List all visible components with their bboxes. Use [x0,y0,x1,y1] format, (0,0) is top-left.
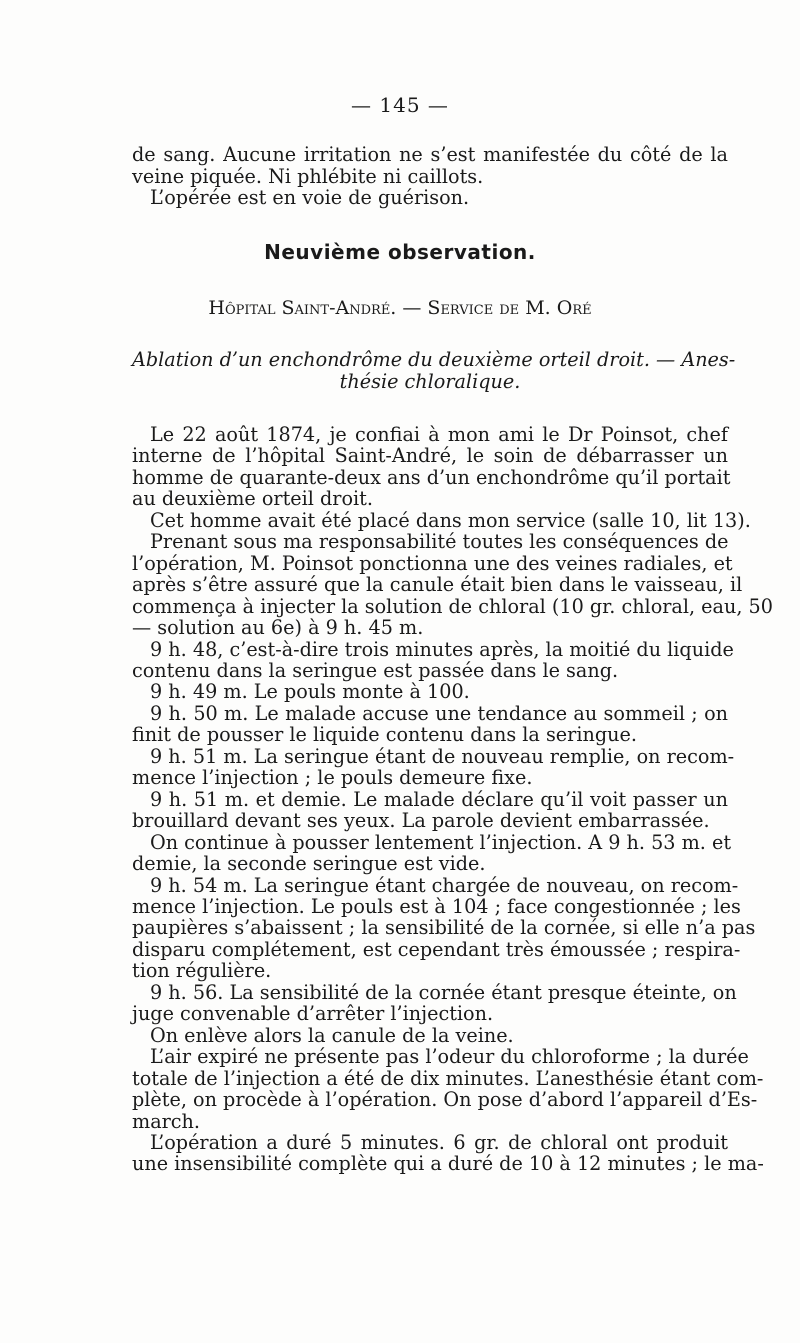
body-line: — solution au 6e) à 9 h. 45 m. [132,616,424,640]
body-line: brouillard devant ses yeux. La parole devient embarrassée. [132,809,710,833]
body-line: contenu dans la seringue est passée dans le sang. [132,658,619,682]
intro-line: de sang. Aucune irritation ne s’est manifestée du côté de la [132,143,728,166]
body-line: 9 h. 49 m. Le pouls monte à 100. [150,680,470,704]
intro-line: veine piquée. Ni phlébite ni caillots. [132,164,484,188]
body-line: juge convenable d’arrêter l’injection. [132,1002,494,1026]
body-line: après s’être assuré que la canule était bien dans le vaisseau, il [132,573,743,597]
body-line: finit de pousser le liquide contenu dans la seringue. [132,723,637,747]
page-number: — 145 — [351,93,449,117]
body-line: Le 22 août 1874, je confiai à mon ami le Dr Poinsot, chef [150,423,728,446]
body-line: march. [132,1109,201,1133]
body-line: Cet homme avait été placé dans mon service (salle 10, lit 13). [150,508,751,532]
body-line: 9 h. 48, c’est-à-dire trois minutes après, la moitié du liquide [150,637,734,661]
body-line: 9 h. 51 m. La seringue étant de nouveau remplie, on recom- [150,744,735,768]
body-line: l’opération, M. Poinsot ponctionna une des veines radiales, et [132,551,733,575]
subtitle-line: Ablation d’un enchondrôme du deuxième orteil droit. — Anes- [132,348,736,371]
body-line: mence l’injection ; le pouls demeure fixe. [132,766,533,790]
body-line: commença à injecter la solution de chloral (10 gr. chloral, eau, 50 [132,594,773,618]
body-line: paupières s’abaissent ; la sensibilité de la cornée, si elle n’a pas [132,916,756,940]
body-line: mence l’injection. Le pouls est à 104 ; face congestionnée ; les [132,894,741,918]
body-line: totale de l’injection a été de dix minutes. L’anesthésie étant com- [132,1066,764,1090]
body-line: 9 h. 50 m. Le malade accuse une tendance au sommeil ; on [150,701,728,725]
body-line: homme de quarante-deux ans d’un enchondrôme qu’il portait [132,465,731,489]
subtitle-line: thésie chloralique. [339,370,521,393]
body-line: On continue à pousser lentement l’injection. A 9 h. 53 m. et [150,830,732,854]
body-line: Prenant sous ma responsabilité toutes les conséquences de [150,530,729,554]
section-title: Neuvième observation. [264,240,536,264]
body-line: plète, on procède à l’opération. On pose d’abord l’appareil d’Es- [132,1088,758,1112]
body-line: L’opération a duré 5 minutes. 6 gr. de chloral ont produit [150,1130,728,1154]
body-line: 9 h. 54 m. La seringue étant chargée de nouveau, on recom- [150,873,739,897]
observation-subtitle [132,348,736,393]
body-line: au deuxième orteil droit. [132,487,373,511]
body-line: une insensibilité complète qui a duré de 10 à 12 minutes ; le ma- [132,1152,764,1176]
body-line: 9 h. 51 m. et demie. Le malade déclare qu’il voit passer un [150,787,728,811]
body-line: L’air expiré ne présente pas l’odeur du chloroforme ; la durée [150,1045,749,1069]
intro-paragraph [132,144,728,209]
body-line: tion régulière. [132,959,272,983]
body-line: interne de l’hôpital Saint-André, le soin de débarrasser un [132,444,728,468]
body-line: 9 h. 56. La sensibilité de la cornée étant presque éteinte, on [150,980,737,1004]
observation-body [132,423,773,1176]
body-line: disparu complétement, est cependant très émoussée ; respira- [132,937,741,961]
body-line: On enlève alors la canule de la veine. [150,1023,514,1047]
body-line: demie, la seconde seringue est vide. [132,852,486,876]
intro-line: L’opérée est en voie de guérison. [150,186,470,210]
hospital-line: Hôpital Saint-André. — Service de M. Oré [208,297,592,319]
